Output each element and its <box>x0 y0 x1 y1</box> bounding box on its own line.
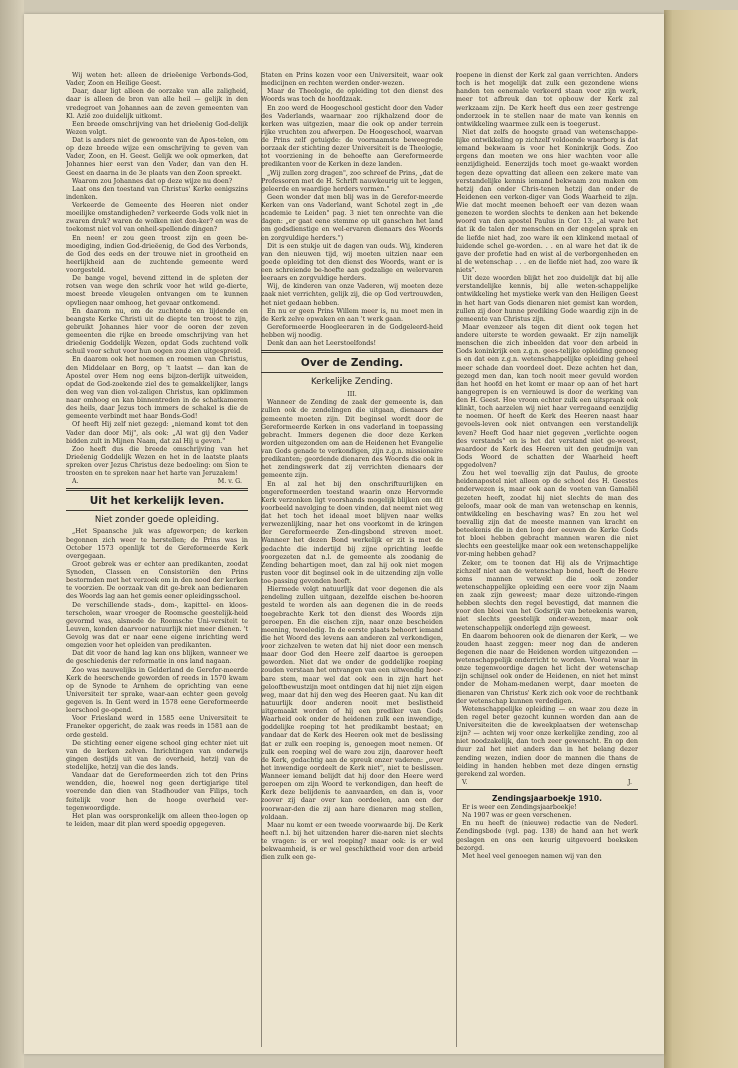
paragraph: Zoo heeft dus die breede omschrijving van het Drieëenig Goddelijk Wezen en het in de laatste plaats spreken over Jezus Christus deze bedoeling: om Sion te troosten en te spreken naar het harte van Jeruzalem! <box>66 445 248 478</box>
columns <box>66 72 638 1047</box>
paragraph: „Het Spaansche juk was afgeworpen; de kerken begonnen zich weer te herstellen; de Prins was in October 1573 openlijk tot de Gereformeerde Kerk overgegaan. <box>66 528 248 560</box>
paragraph: En nu er geen Prins Willem meer is, nu moet men in de Kerk zelve opwaken en aan 't werk gaan. <box>261 307 443 323</box>
paragraph: Wij, de kinderen van onze Vaderen, wij moeten deze zaak niet verrichten, gelijk zij, die op God vertrouwden, het niet gedaan hebben. <box>261 283 443 307</box>
paragraph: Maar de Theologie, de opleiding tot den dienst des Woords was toch de hoofdzaak. <box>261 88 443 104</box>
paragraph: Er is weer een Zendingsjaarboekje! <box>462 804 577 811</box>
paragraph: Maar evenzeer als tegen dit dient ook tegen het andere uiterste te worden gewaakt. Er zijn namelijk menschen die zich inbeelden dat voor den arbeid in Gods koninkrijk een z.g.n. gees-telijke opleiding genoeg is en dat een z.g.n. wetenschappelijke opleiding geheel meer schade dan voordeel doet. Deze achten het dan, gezegd men dan, kan toch nooit meer gevuld worden dan het hoofd en het komt er maar op aan of het hart aangegrepen is en vernieuwd is door de werking van den H. Geest. Hoe vroom echter zulk een uitspraak ook klinkt, toch aarzelen wij niet haar verregaand eenzijdig te noemen. Of heeft de Kerk des Heeren naast haar gevoels-leven ook niet ontvangen een verstandelijk leven? Heeft God haar niet gegeven „verlichte oogen des verstands" en is het dat verstand niet ge-weest, waardoor de Kerk des Heeren uit den geudmijn van Gods Woord de schatten der Waarheid heeft opgedolven? <box>456 323 638 469</box>
paragraph: Het plan was oorspronkelijk om alleen theo-logen op te leiden, maar dit plan werd spoedig opgegeven. <box>66 812 248 828</box>
paragraph: Zeker, om te toonen dat Hij als de Vrijmachtige zichzelf niet aan de wetenschap bond, heeft de Heere soms mannen verwekt die ook zonder wetenschappelijke opleiding een eere voor zijn Naam en zaak zijn geweest; maar deze uitzonde-ringen hebben slechts den regel bevestigd, dat mannen die voor den bloei van het Godsrijk van beteekenis waren, niet slechts geestelijk onder-wezen, maar ook wetenschappelijk onderlegd zijn geweest. <box>456 559 638 632</box>
paragraph: Wij weten het: alleen de drieëenige Verbonds-God, Vader, Zoon en Heilige Geest. <box>66 72 248 88</box>
paragraph: Niet dat zelfs de hoogste graad van wetenschappe-lijke ontwikkeling op zichzelf voldoende waarborg is dat iemand bekwaam is voor het Koninkrijk Gods. Zoo ergens dan moeten we ons hier wachten voor alle eenzijdigheid. Eenerzijds toch moet ge-waakt worden tegen deze opvatting dat alleen een zekere mate van verstandelijke kennis iemand bekwaam zou maken om hetzij dan onder Chris-tenen hetzij dan onder de Heidenen een verkon-diger van Gods Waarheid te zijn. Wie dat mocht meenen behoeft eer van dezen waan genezen te worden slechts te denken aan het bekende woord van den apostel Paulus in Cor. 13: „al ware het dat ik de talen der menschen en der engelen sprak en de liefde niet had, zoo ware ik een klinkend metaal of luidende schel ge-worden. . . en al ware het dat ik de gave der profetie had en wist al de verborgenheden en al de wetenschap . . . en de liefde niet had, zoo ware ik niets". <box>456 128 638 274</box>
part-numeral: III. <box>347 390 357 399</box>
paragraph: Verkeerde de Gemeente des Heeren niet onder moeilijke omstandigheden? verkeerde Gods volk niet in zwaren druk? waren de wolken niet don-ker? en was de toekomst niet vol van onheil-spellende dingen? <box>66 202 248 234</box>
paragraph: roepene in dienst der Kerk zal gaan verrichten. Anders toch is het mogelijk dat zulk een gezondene wiens handen ten eenemale verkeerd staan voor zijn werk, meer tot afbreuk dan tot opbouw der Kerk zal werkzaam zijn. De Kerk heeft dus een zeer gestrenge onderzoek in te stellen naar de mate van kennis en ontwikkeling waarmee zulk een is toegerust. <box>456 72 638 128</box>
section-divider <box>261 350 443 353</box>
column-2 <box>261 72 443 1047</box>
signature-left: V. <box>462 778 468 786</box>
paragraph: Waarom zou Johannes dat op deze wijze nu doen? <box>72 177 233 185</box>
paragraph: „Wij zullen zorg dragen", zoo schreef de Prins, „dat de Professoren met de H. Schrift nauwkeurig uit te leggen, geleerde en waardige herders vormen." <box>261 169 443 193</box>
signature-row <box>66 478 248 486</box>
paragraph: Vandaar dat de Gereformeerden zich tot den Prins wendden, die, hoewel nog geen dertigjarige titel voerende dan dien van Stadhouder van Filips, toch feitelijk voor hen de hooge overheid ver-tegenwoordigde. <box>66 772 248 812</box>
section-title: Uit het kerkelijk leven. <box>89 495 225 508</box>
paragraph: De bange vogel, bevend zittend in de spleten der rotsen van wege den schrik voor het wild ge-dierte, moest breede vleugelen ontvangen om te kunnen opvliegen naar omhoog, het gevaar ontkomend. <box>66 275 248 307</box>
newspaper-page <box>24 14 664 1054</box>
article-title: Zendingsjaarboekje 1910. <box>492 794 602 803</box>
column-3 <box>456 72 638 1047</box>
paragraph: Dat is anders niet de gewoonte van de Apos-telen, om op deze breede wijze een omschrijving te geven van Vader, Zoon, en H. Geest. Gelijk we ook opmerken, dat Johannes hier eerst van den Vader, dan van den H. Geest en daarna in de 3e plaats van den Zoon spreekt. <box>66 137 248 177</box>
section-divider <box>261 372 443 373</box>
paragraph: Hiermede volgt natuurlijk dat voor degenen die als zendeling zullen uitgaan, dezelfde eischen be-hooren gesteld te worden als aan degenen die in de reeds toegebrachte Kerk tot den dienst des Woords zijn geroepen. En die eischen zijn, naar onze bescheiden meening, tweeledig. In de eerste plaats behoort iemand die het Woord des levens aan anderen zal verkondigen, voor zichzelven te weten dat hij niet door een mensch maar door God den Heere zelf daartoe is geroepen geworden. Niet dat we onder de goddelijke roeping zouden verstaan het ontvangen van een uitwendig hoor-bare stem, maar wel dat ook een in zijn hart het gelooftbewustzijn moet ontdingen dat hij niet zijn eigen weg, maar dat hij den weg des Heeren gaat. Nu kan dit natuurlijk door anderen nooit met beslistheid uitgemaakt worden of hij een prediker van Gods Waarheid ook onder de heidenen zulk een inwendige, goddelijke roeping tot het predikambt bestaat; en vandaar dat de Kerk des Heeren ook met de beslissing dat er zulk een roeping is, genoegen moet nemen. Of zulk een roeping wel de ware zou zijn, daarover heeft de Kerk, gedachtig aan de spreuk onzer vaderen: „over het inwendige oordeelt de Kerk niet", niet te beslissen. Wanneer iemand belijdt dat hij door den Heere werd geroepen om zijn Woord te verkondigen, dan heeft de Kerk deze belijdenis te aanvaarden, en dan is, voor zoover zij daar over kan oordeelen, aan een der voorwaar-den die zij aan hare dienaren mag stellen, voldaan. <box>261 586 443 821</box>
paragraph: Gereformeerde Hoogleeraren in de Godgeleerd-heid hebben wij noodig. <box>261 323 443 339</box>
article-title: Kerkelijke Zending. <box>311 377 393 388</box>
paragraph: Zou het wel toevallig zijn dat Paulus, de groote heidenapostel niet alleen op de school des H. Geestes onderwezen is, maar ook aan de voeten van Gamaliël gezeten heeft, zoodat hij niet slechts de man des geloofs, maar ook de man van wetenschap en kennis, ontwikkeling en beschaving was? En zou het wel toevallig zijn dat de meeste mannen van kracht en beteekenis die in den loop der eeuwen de Kerke Gods tot bloei hebben gebracht mannen waren die niet slechts een geestelijke maar ook een wetenschappelijke vor-ming hebben gehad? <box>456 470 638 559</box>
paragraph: Wetenschappelijke opleiding — en waar zou deze in den regel beter gezocht kunnen worden dan aan de Universiteiten die de kweekplaatsen der wetenschap zijn? — achten wij voor onze kerkelijke zending, zoo al niet noodzakelijk, dan toch zeer gewenscht. En op den duur zal het niet anders dan in het belang dezer zending wezen, indien door de mannen die thans de leiding in handen hebben met deze dingen ernstig gerekend zal worden. <box>456 705 638 778</box>
paragraph: Laat ons den toestand van Christus' Kerke eenigszins indenken. <box>66 185 248 201</box>
paragraph: En nu heeft de (nieuwe) redactie van de Nederl. Zendingsbode (vgl. pag. 138) de hand aan het werk geslagen en ons een keurig uitgevoerd boeksken bezorgd. <box>456 820 638 852</box>
section-divider <box>66 510 248 511</box>
paragraph: En neen! er zou geen troost zijn en geen be-moediging, indien God-drieëenig, de God des Verbonds, de God des eeds en der trouwe niet in grootheid en heerlijkheid aan de zuchtende gemeente werd voorgesteld. <box>66 234 248 274</box>
paragraph: Daar, daar ligt alleen de oorzake van alle zaligheid, daar is alleen de bron van alle heil — gelijk in den vredegroet van Johannes aan de zeven gemeenten van Kl. Azië zoo duidelijk uitkomt. <box>66 88 248 120</box>
paragraph: Een breede omschrijving van het drieëenig God-delijk Wezen volgt. <box>66 120 248 136</box>
paragraph: Zoo was nauwelijks in Gelderland de Gerefor-meerde Kerk de heerschende geworden of reeds in 1570 kwam op de Synode te Arnhem de oprichting van eene Universiteit ter sprake, waar-aan echter geen gevolg gegeven is. In Gent werd in 1578 eene Gereformeerde leerschool ge-opend. <box>66 666 248 715</box>
paragraph: Met heel veel genoegen namen wij van den <box>462 852 602 860</box>
paragraph: De stichting eener eigene school ging echter niet uit van de kerken zelven. Inrichtingen van onderwijs gingen destijds uit van de overheid, hetzij van de stedelijke, hetzij van die des lands. <box>66 739 248 771</box>
section-divider <box>456 789 638 790</box>
scan-backdrop <box>0 0 24 1068</box>
adjacent-page-edge <box>664 10 738 1068</box>
paragraph: En al zal het bij den onschriftuurlijken en ongereformeerden toestand waarin onze Hervormde Kerk verzonken ligt voorshands mogelijk blijken om dit voorbeeld navolging te doen vinden, dat neemt niet weg dat het toch het ideaal moet blijven naar welks verwezenlijking, naar het ons voorkomt in de kringen der Gereformeerde Zen-dingsbond streven moet. Wanneer het dezen Bond werkelijk er zit is met de gedachte die indertijd bij zijne oprichting leefde voorgezeten dat n.l. de gemeente als zoodanig de Zending behartigen moet, dan zal hij ook niet mogen rusten voor dit beginsel ook in de uitzending zijn volle toe-passing gevonden heeft. <box>261 480 443 585</box>
signature-left: A. <box>72 478 79 486</box>
signature-row <box>456 779 638 787</box>
paragraph: Uit deze woorden blijkt het zoo duidelijk dat bij alle verstandelijke kennis, bij alle weten-schappelijke ontwikkeling het mystieke werk van den Heiligen Geest in het hart van Gods dienaren niet gemist kan worden, zullen zij door hunne prediking Gode waardig zijn in de gemeente van Christus zijn. <box>456 275 638 323</box>
section-title: Over de Zending. <box>300 357 404 370</box>
paragraph: Groot gebrek was er echter aan predikanten, zoodat Synoden, Classen en Consistoriën den Prins bestormden met het verzoek om in den nood der kerken te voorzien. De oorzaak van dit ge-brek aan bedienaren des Woords lag aan het gemis eener opleidingsschool. <box>66 560 248 601</box>
paragraph: De verschillende stads-, dom-, kapittel- en kloos-terscholen, waar vroeger de Roomsche geestelijk-heid gevormd was, alsmede de Roomsche Uni-versiteit te Leuven, konden daarvoor natuurlijk niet meer dienen. 't Gevolg was dat er naar eene eigene inrichting werd omgezien voor het opleiden van predikanten. <box>66 601 248 650</box>
paragraph: Staten en Prins kozen voor een Universiteit, waar ook medicijnen en rechten werden onder-wezen. <box>261 72 443 88</box>
paragraph: Voor Friesland werd in 1585 eene Universiteit te Franeker opgericht, de zaak was reeds in 1581 aan de orde gesteld. <box>66 715 248 739</box>
signature-right: J. <box>627 778 632 786</box>
paragraph: Geen wonder dat men blij was in de Gerefor-meerde Kerken van ons Vaderland, want Schotel zegt in „de academie te Leiden" pag. 3 niet ten onrechte van die dagen: „er gaat eene stemme op uit ganschen het land om godsdienstige en wel-ervaren dienaars des Woords en zorgvuldige herders.") <box>261 193 443 242</box>
paragraph: En daarom ook het noemen en roemen van Christus, den Middelaar en Borg, op 't laatst — dan kan de Apostel over Hem nog eens bijzon-derlijk uitweiden, opdat de God-zoekende ziel des te gemakkelijker, langs den weg van dien vol-zaligen Christus, kan opklimmen naar omhoog en kan binnentreden in de schatkameren des heils, daar Jezus toch immers de schakel is die de gemeente verbindt met haar Bonds-God! <box>66 356 248 421</box>
section-divider <box>66 488 248 491</box>
paragraph: Denk dan aan het Leerstoelfonds! <box>267 340 377 348</box>
paragraph: En daarom behooren ook de dienaren der Kerk, — we zouden haast zeggen: meer nog dan de anderen degenen die naar de Heidenen worden uitgezonden — wetenschappelijk onderricht te worden. Vooral waar in onze tegenwoordige dagen het licht der wetenschap zijn schijnsel ook onder de Heidenen, en niet het minst onder de Moham-medanen werpt, daar moeten de dienaren van Christus' Kerk zich ook voor de rechtbank der wetenschap kunnen verdedigen. <box>456 632 638 705</box>
paragraph: En zoo werd de Hoogeschool gesticht door den Vader des Vaderlands, waarnaar zoo rijkhalzend door de kerken was uitgezien, maar die ook op ander terrein rijke vruchten zou afwerpen. De Hoogeschool, waarvan de Prins zelf getuigde: de voornaamste beweegrede oorzaak der stichting dezer Universiteit is de Theologie, tot voorziening in de behoefte aan Gereformeerde predikanten voor de Kerken in deze landen. <box>261 104 443 169</box>
article-title: Niet zonder goede opleiding. <box>94 515 220 526</box>
paragraph: Maar nu komt er een tweede voorwaarde bij. De Kerk heeft n.l. bij het uitzenden harer die-naren niet slechts te vragen: is er wel roeping? maar ook: is er wel bekwaamheid, is er wel geschiktheid voor den arbeid dien zulk een ge- <box>261 821 443 862</box>
paragraph: Dat dit voor de hand lag kan ons blijken, wanneer we de geschiedenis der reformatie in ons land nagaan. <box>66 650 248 666</box>
column-1 <box>66 72 248 1047</box>
paragraph: Of heeft Hij zelf niet gezegd: „niemand komt tot den Vader dan door Mij", als ook: „Al wat gij den Vader bidden zult in Mijnen Naam, dat zal Hij u geven." <box>66 421 248 445</box>
paragraph: Wanneer de Zending de zaak der gemeente is, dan zullen ook de zendelingen die uitgaan, dienaars der gemeente moeten zijn. Dit beginsel wordt door de Gereformeerde Kerken in ons vaderland in toepassing gebracht. Immers degenen die door deze Kerken worden uitgezonden om aan de Heidenen het Evangelie van Gods genade te verkondigen, zijn z.g.n. missionaire predikanten; geordende dienaren des Woords die ook in het zendingswerk dat zij verrichten dienaars der gemeente zijn. <box>261 399 443 480</box>
paragraph: Na 1907 was er geen verschenen. <box>462 812 572 820</box>
paragraph: En daarom nu, om de zuchtende en lijdende en beangste Kerke Christi uit de diepte ten troost te zijn, gebruikt Johannes hier voor de ooren der zeven gemeenten die rijke en breede omschrijving van het drieëenig Goddelijk Wezen, opdat Gods zuchtend volk schuil voor schut voor hun oogen zou zien uitgespreid. <box>66 307 248 356</box>
paragraph: Dit is een stukje uit de dagen van ouds. Wij, kinderen van den nieuwen tijd, wij moeten uitzien naar een goede opleiding tot den dienst des Woords, want er is een schreiende be-hoefte aan godzalige en welervaren leeraars en zorgvuldige herders. <box>261 242 443 283</box>
signature-right: M. v. G. <box>217 478 242 486</box>
